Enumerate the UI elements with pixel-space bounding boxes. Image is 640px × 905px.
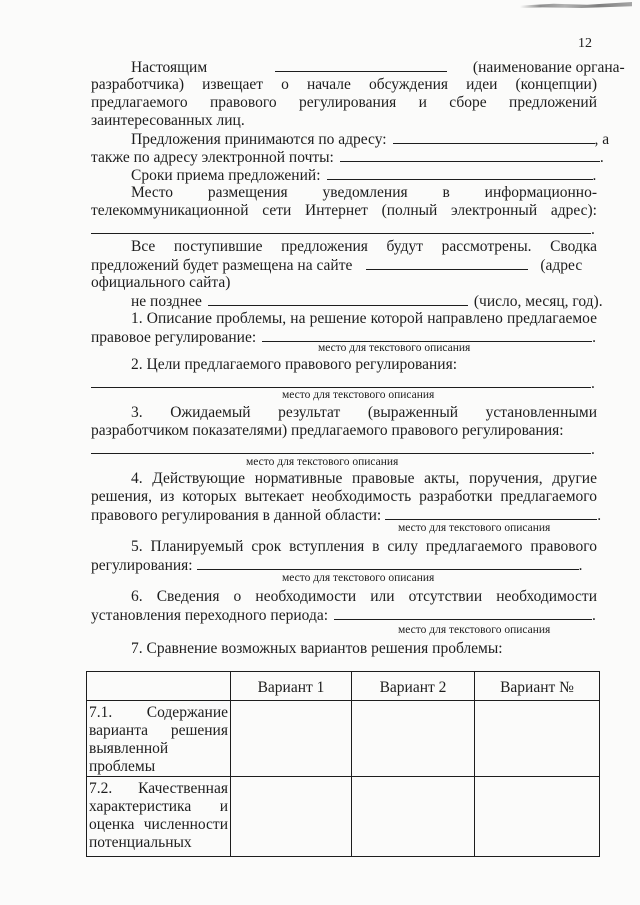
- goals-hint: место для текстового описания: [282, 389, 435, 401]
- acts-hint: место для текстового описания: [398, 522, 551, 534]
- problem-hint: место для текстового описания: [318, 342, 471, 354]
- email-field[interactable]: [340, 148, 600, 162]
- goals-line-1: 2. Цели предлагаемого правового регулирования:: [131, 356, 458, 373]
- table-cell[interactable]: [352, 777, 475, 857]
- result-field[interactable]: [91, 440, 591, 454]
- date-field[interactable]: [208, 292, 468, 306]
- term-hint: место для текстового описания: [282, 572, 435, 584]
- summary-line-1: Все поступившие предложения будут рассмотрены. Сводка: [131, 238, 597, 255]
- row-label-cell: [87, 777, 231, 857]
- address-line-2: также по адресу электронной почты: .: [91, 149, 604, 166]
- problem-field[interactable]: [262, 328, 592, 342]
- acts-line-1: 4. Действующие нормативные правовые акты, поручения, другие: [131, 470, 597, 487]
- summary-line-2: предложений будет размещена на сайте (адрес: [91, 257, 583, 274]
- organ-name-field[interactable]: [275, 58, 447, 72]
- transition-field[interactable]: [334, 606, 592, 620]
- acts-field[interactable]: [385, 506, 597, 520]
- term-line-1: 5. Планируемый срок вступления в силу предлагаемого правового: [131, 538, 597, 555]
- table-cell[interactable]: [231, 777, 352, 857]
- table-header-row: [87, 672, 600, 701]
- transition-line-1: 6. Сведения о необходимости или отсутствии необходимости: [131, 588, 597, 605]
- acts-line-2: решения, из которых вытекает необходимость разработки предлагаемого: [91, 488, 597, 505]
- table-cell[interactable]: [231, 701, 352, 777]
- problem-line-2: правовое регулирование: .: [91, 329, 597, 346]
- goals-line-2: .: [91, 374, 595, 393]
- term-field[interactable]: [197, 556, 579, 570]
- placement-line-2: телекоммуникационной сети Интернет (полный электронный адрес):: [91, 202, 597, 219]
- summary-line-3: официального сайта): [91, 274, 231, 291]
- site-field[interactable]: [366, 256, 528, 270]
- deadline-line: Сроки приема предложений: .: [131, 167, 597, 184]
- address-line-1: Предложения принимаются по адресу: , а: [131, 131, 610, 148]
- table-cell[interactable]: [475, 777, 600, 857]
- row-label: 7.2. Качественная характеристика и оценка численности потенциальных: [89, 780, 228, 851]
- problem-line-1: 1. Описание проблемы, на решение которой направлено предлагаемое: [131, 310, 597, 327]
- intro-line-2: разработчика) извещает о начале обсуждения идеи (концепции): [91, 76, 597, 93]
- goals-field[interactable]: [91, 374, 591, 388]
- web-address-field[interactable]: [91, 220, 591, 234]
- row-label: 7.1. Содержание варианта решения выявленной проблемы: [89, 704, 228, 775]
- header-variant-n: Вариант №: [475, 672, 600, 701]
- transition-hint: место для текстового описания: [398, 624, 551, 636]
- acts-line-3: правового регулирования в данной области: .: [91, 507, 602, 524]
- header-variant-2: Вариант 2: [352, 672, 475, 701]
- scan-artifact: [520, 2, 632, 8]
- table-row: [87, 777, 600, 857]
- result-line-2: разработчиком показателями) предлагаемого правового регулирования:: [91, 422, 564, 439]
- placement-line-1: Место размещения уведомления в информационно-: [131, 184, 597, 201]
- intro-line-1: Настоящим (наименование органа-: [131, 59, 625, 76]
- table-cell[interactable]: [475, 701, 600, 777]
- intro-line-4: заинтересованных лиц.: [91, 112, 245, 129]
- page-number: 12: [578, 36, 592, 51]
- deadline-field[interactable]: [327, 166, 593, 180]
- result-line-3: .: [91, 440, 595, 459]
- transition-line-2: установления переходного периода: .: [91, 607, 596, 624]
- comparison-table: [86, 671, 600, 857]
- term-line-2: регулирования: .: [91, 557, 583, 574]
- summary-line-4: не позднее (число, месяц, год).: [131, 293, 603, 310]
- header-cell-empty: [87, 672, 231, 701]
- header-variant-1: Вариант 1: [231, 672, 352, 701]
- comparison-title: 7. Сравнение возможных вариантов решения проблемы:: [131, 640, 503, 657]
- row-label-cell: [87, 701, 231, 777]
- intro-line-3: предлагаемого правового регулирования и сборе предложений: [91, 94, 597, 111]
- result-hint: место для текстового описания: [246, 456, 399, 468]
- table-cell[interactable]: [352, 701, 475, 777]
- placement-line-3: .: [91, 220, 595, 239]
- postal-address-field[interactable]: [393, 130, 595, 144]
- result-line-1: 3. Ожидаемый результат (выраженный установленными: [131, 404, 597, 421]
- table-row: [87, 701, 600, 777]
